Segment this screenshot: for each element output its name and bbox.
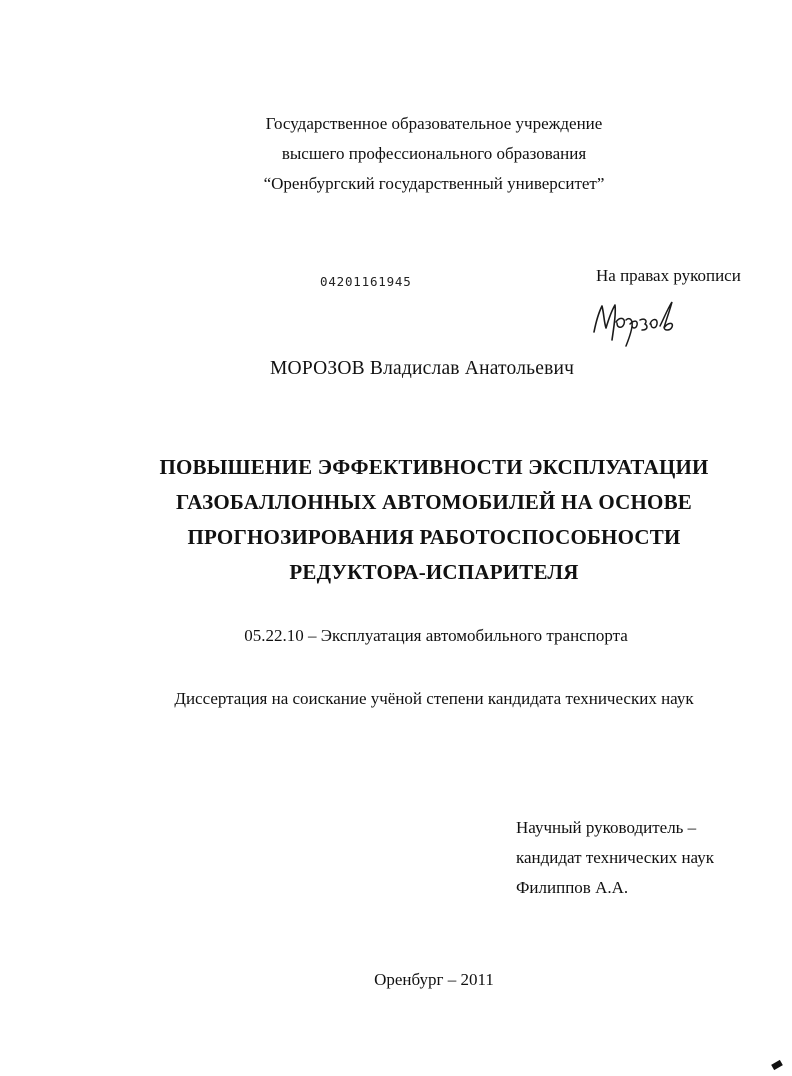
- specialty-code: 05.22.10 – Эксплуатация автомобильного транспорта: [244, 626, 628, 645]
- institution-line-1: Государственное образовательное учреждение: [265, 114, 603, 133]
- supervisor-line-3: Филиппов А.А.: [516, 878, 629, 897]
- catalog-number: 04201161945: [320, 274, 412, 289]
- title-line-2: ГАЗОБАЛЛОННЫХ АВТОМОБИЛЕЙ НА ОСНОВЕ: [175, 490, 692, 514]
- rights-notice: На правах рукописи: [596, 266, 741, 285]
- dissertation-degree: Диссертация на соискание учёной степени кандидата технических наук: [174, 689, 694, 708]
- institution-line-3: “Оренбургский государственный университет”: [263, 174, 605, 193]
- supervisor-line-1: Научный руководитель –: [516, 818, 697, 837]
- title-line-4: РЕДУКТОРА-ИСПАРИТЕЛЯ: [289, 560, 579, 584]
- handwritten-signature: [590, 296, 686, 348]
- dissertation-title: [0, 450, 792, 590]
- title-line-3: ПРОГНОЗИРОВАНИЯ РАБОТОСПОСОБНОСТИ: [187, 525, 681, 549]
- scan-corner-mark: [771, 1060, 783, 1070]
- author-name: МОРОЗОВ Владислав Анатольевич: [270, 358, 575, 379]
- title-line-1: ПОВЫШЕНИЕ ЭФФЕКТИВНОСТИ ЭКСПЛУАТАЦИИ: [159, 455, 709, 479]
- supervisor-block: [516, 813, 714, 903]
- city-year: Оренбург – 2011: [374, 970, 494, 989]
- institution-line-2: высшего профессионального образования: [281, 144, 587, 163]
- supervisor-line-2: кандидат технических наук: [516, 848, 714, 867]
